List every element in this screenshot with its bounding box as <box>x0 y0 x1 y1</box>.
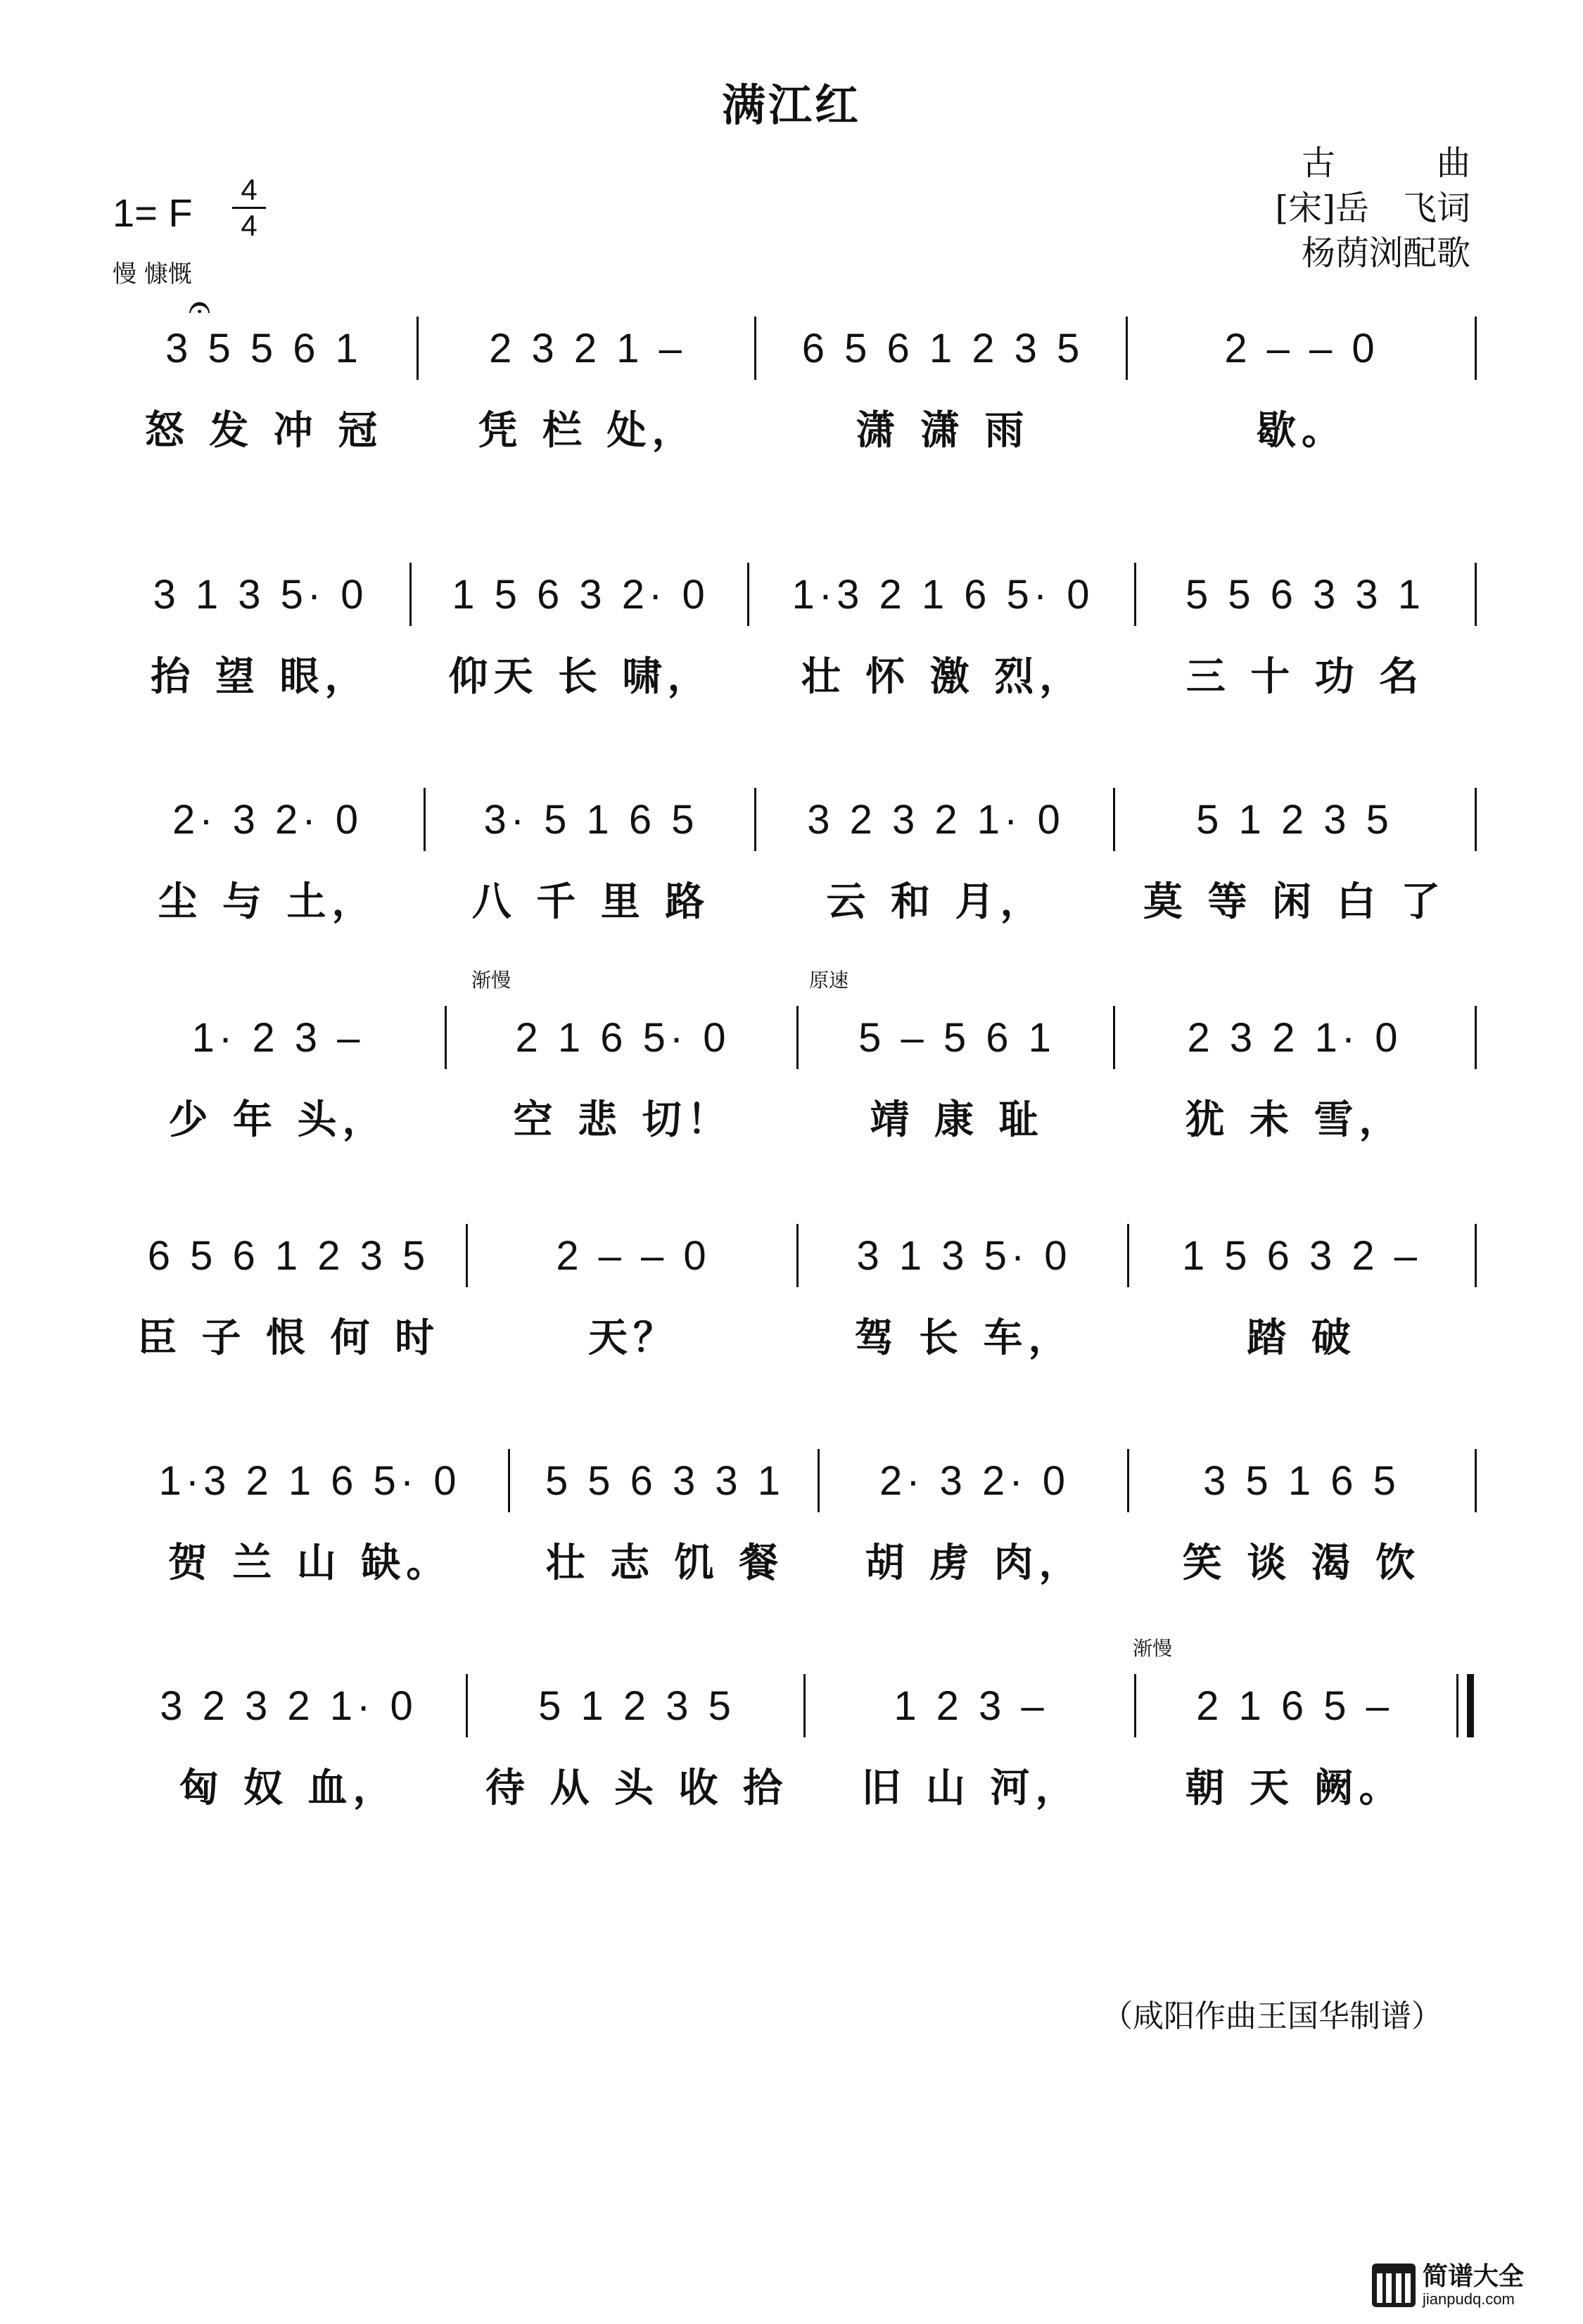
measure-1-4: 2 – – 0 <box>1224 325 1379 371</box>
measure-7-3: 1 2 3 – <box>894 1683 1048 1729</box>
measure-6-2: 5 5 6 3 3 1 <box>545 1457 785 1504</box>
measure-5-4: 1 5 6 3 2 – <box>1181 1232 1422 1279</box>
barline <box>417 317 419 380</box>
lyric-5-3: 驾 长 车， <box>854 1315 1074 1361</box>
credit-music: 古 曲 <box>1301 143 1470 183</box>
score-system-5 <box>113 1224 1477 1379</box>
lyric-3-4: 莫 等 闲 白 了 <box>1143 879 1446 925</box>
tempo-mark-a-tempo: 原速 <box>809 969 849 992</box>
measure-3-4: 5 1 2 3 5 <box>1196 796 1393 843</box>
lyric-3-1: 尘 与 土， <box>158 879 377 925</box>
measure-5-2: 2 – – 0 <box>556 1232 711 1279</box>
lyric-2-4: 三 十 功 名 <box>1185 654 1425 700</box>
barline <box>1127 1224 1129 1287</box>
measure-7-1: 3 2 3 2 1· 0 <box>160 1683 417 1729</box>
measure-6-1: 1·3 2 1 6 5· 0 <box>158 1457 461 1504</box>
lyric-4-4: 犹 未 雪， <box>1185 1097 1404 1143</box>
lyric-1-1: 怒 发 冲 冠 <box>144 408 383 454</box>
lyric-4-3: 靖 康 耻 <box>870 1097 1044 1143</box>
lyric-6-4: 笑 谈 渴 饮 <box>1182 1540 1421 1586</box>
credits <box>1276 141 1470 276</box>
key-signature: 1= F <box>113 191 193 235</box>
lyric-7-2: 待 从 头 收 拾 <box>485 1766 788 1811</box>
lyric-3-2: 八 千 里 路 <box>471 879 711 925</box>
score-system-4 <box>113 969 1477 1161</box>
barline <box>818 1449 820 1512</box>
lyric-1-3: 潇 潇 雨 <box>856 408 1030 454</box>
lyric-6-1: 贺 兰 山 缺。 <box>167 1540 452 1586</box>
measure-6-4: 3 5 1 6 5 <box>1203 1457 1400 1504</box>
credit-lyrics: [宋]岳 飞词 <box>1275 189 1470 228</box>
site-logo[interactable] <box>1372 2261 1562 2310</box>
logo-url: jianpudq.com <box>1423 2290 1515 2308</box>
fermata-icon: 𝄐 <box>189 284 211 330</box>
barline <box>409 563 412 626</box>
measure-3-3: 3 2 3 2 1· 0 <box>807 796 1064 843</box>
lyric-5-2: 天？ <box>588 1315 678 1361</box>
lyric-3-3: 云 和 月， <box>826 879 1045 925</box>
lyric-7-4: 朝 天 阙。 <box>1185 1766 1404 1811</box>
barline <box>1475 563 1477 626</box>
measure-1-3: 6 5 6 1 2 3 5 <box>801 325 1084 371</box>
barline <box>445 1006 447 1069</box>
time-signature-bottom: 4 <box>241 209 258 242</box>
lyric-1-4: 歇。 <box>1257 408 1347 454</box>
measure-4-1: 1· 2 3 – <box>191 1014 364 1061</box>
time-signature <box>232 174 266 241</box>
measure-5-1: 6 5 6 1 2 3 5 <box>147 1232 430 1279</box>
piano-icon <box>1372 2264 1416 2307</box>
measure-4-4: 2 3 2 1· 0 <box>1187 1014 1402 1061</box>
barline <box>466 1674 468 1737</box>
barline <box>1475 1449 1477 1512</box>
measure-4-3: 5 – 5 6 1 <box>858 1014 1055 1061</box>
final-barline-thin <box>1456 1674 1458 1737</box>
barline <box>1475 317 1477 380</box>
barline <box>1134 563 1136 626</box>
score-system-2 <box>113 563 1477 717</box>
song-title: 满江红 <box>721 79 861 131</box>
lyric-2-3: 壮 怀 激 烈， <box>801 654 1085 700</box>
measure-1-2: 2 3 2 1 – <box>489 325 686 371</box>
lyric-5-4: 踏 破 <box>1247 1315 1356 1361</box>
lyric-2-2: 仰天 长 啸， <box>448 654 713 700</box>
lyric-6-3: 胡 虏 肉， <box>865 1540 1084 1586</box>
measure-1-1: 3 5 5 6 1 <box>165 325 362 371</box>
score-system-1 <box>113 284 1477 471</box>
measure-6-3: 2· 3 2· 0 <box>879 1457 1069 1504</box>
barline <box>1475 788 1477 851</box>
lyric-1-2: 凭 栏 处， <box>478 408 697 454</box>
lyric-5-1: 臣 子 恨 何 时 <box>137 1315 440 1361</box>
barline <box>747 563 749 626</box>
score-system-7 <box>113 1637 1477 1829</box>
lyric-4-2: 空 悲 切！ <box>513 1097 732 1143</box>
final-barline-thick <box>1467 1674 1474 1737</box>
barline <box>466 1224 468 1287</box>
barline <box>1113 788 1115 851</box>
barline <box>1134 1674 1136 1737</box>
measure-7-4: 2 1 6 5 – <box>1196 1683 1393 1729</box>
barline <box>1475 1224 1477 1287</box>
lyric-7-3: 旧 山 河， <box>861 1766 1081 1811</box>
measure-3-1: 2· 3 2· 0 <box>172 796 362 843</box>
transcriber-credit: （咸阳作曲王国华制谱） <box>1102 1998 1442 2034</box>
lyric-7-1: 匈 奴 血， <box>179 1766 398 1811</box>
barline <box>754 317 756 380</box>
lyric-6-2: 壮 志 饥 餐 <box>545 1540 784 1586</box>
barline <box>508 1449 510 1512</box>
barline <box>1113 1006 1115 1069</box>
barline <box>803 1674 806 1737</box>
logo-name: 简谱大全 <box>1423 2262 1525 2291</box>
measure-4-2: 2 1 6 5· 0 <box>515 1014 730 1061</box>
barline <box>1126 317 1128 380</box>
measure-2-3: 1·3 2 1 6 5· 0 <box>792 571 1094 618</box>
barline <box>424 788 426 851</box>
measure-2-1: 3 1 3 5· 0 <box>153 571 368 618</box>
lyric-4-1: 少 年 头， <box>168 1097 388 1143</box>
tempo-mark-ritardando: 渐慢 <box>1133 1637 1173 1660</box>
measure-5-3: 3 1 3 5· 0 <box>856 1232 1072 1279</box>
barline <box>754 788 756 851</box>
barline <box>796 1224 799 1287</box>
measure-2-4: 5 5 6 3 3 1 <box>1185 571 1425 618</box>
lyric-2-1: 抬 望 眼， <box>151 654 370 700</box>
tempo-mark-ritardando: 渐慢 <box>471 969 511 992</box>
measure-7-2: 5 1 2 3 5 <box>538 1683 735 1729</box>
score-system-6 <box>113 1449 1477 1604</box>
score-system-3 <box>113 788 1477 943</box>
barline <box>1127 1449 1129 1512</box>
time-signature-top: 4 <box>241 173 258 206</box>
barline <box>1475 1006 1477 1069</box>
measure-3-2: 3· 5 1 6 5 <box>483 796 699 843</box>
credit-arranger: 杨荫浏配歌 <box>1301 234 1470 273</box>
barline <box>796 1006 799 1069</box>
tempo-marking: 慢 慷慨 <box>113 260 192 288</box>
measure-2-2: 1 5 6 3 2· 0 <box>452 571 709 618</box>
